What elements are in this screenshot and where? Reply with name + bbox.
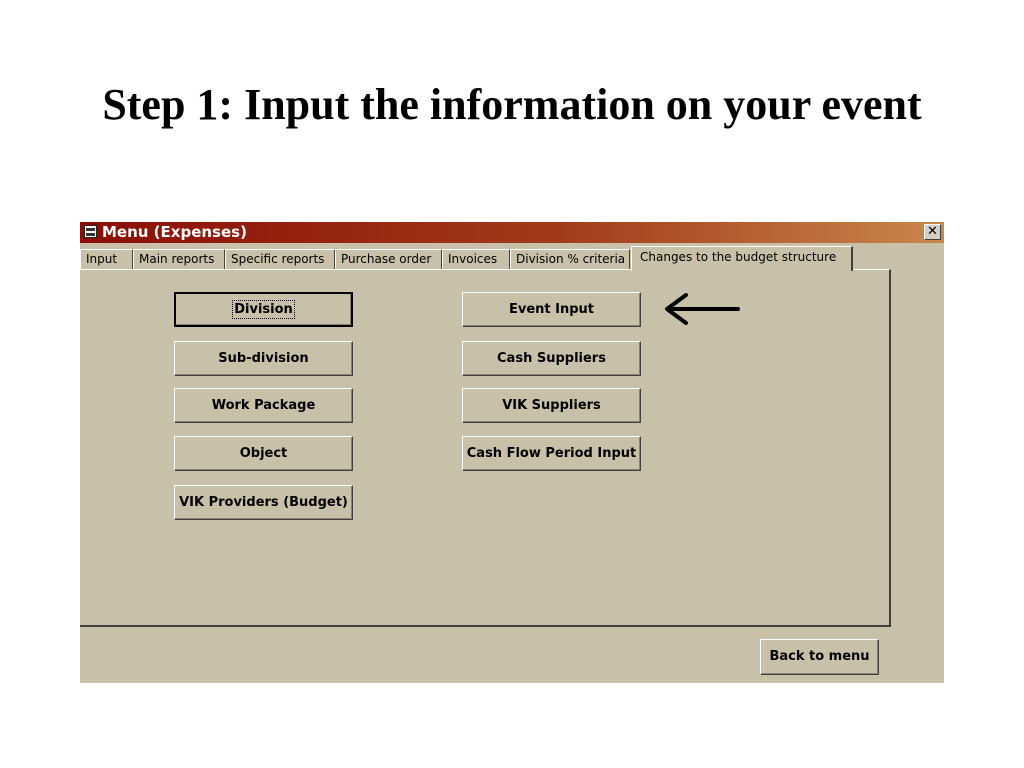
- window-titlebar: [80, 222, 944, 243]
- sub-division-button[interactable]: Sub-division: [174, 341, 353, 376]
- vik-suppliers-button[interactable]: VIK Suppliers: [462, 388, 641, 423]
- cash-suppliers-button[interactable]: Cash Suppliers: [462, 341, 641, 376]
- division-button[interactable]: Division: [174, 292, 353, 327]
- tab-main-reports[interactable]: Main reports: [133, 249, 225, 270]
- back-to-menu-button[interactable]: Back to menu: [760, 639, 879, 675]
- left-arrow-icon: [662, 293, 742, 327]
- tab-strip: [80, 246, 880, 270]
- vik-providers-budget-button[interactable]: VIK Providers (Budget): [174, 485, 353, 520]
- event-input-button[interactable]: Event Input: [462, 292, 641, 327]
- window-title: Menu (Expenses): [102, 223, 247, 241]
- tab-changes-to-budget-structure[interactable]: Changes to the budget structure: [631, 246, 853, 271]
- tab-input[interactable]: Input: [80, 249, 133, 270]
- tab-purchase-order[interactable]: Purchase order: [335, 249, 442, 270]
- tab-division-criteria[interactable]: Division % criteria: [510, 249, 630, 270]
- cash-flow-period-input-button[interactable]: Cash Flow Period Input: [462, 436, 641, 471]
- tab-specific-reports[interactable]: Specific reports: [225, 249, 335, 270]
- tab-invoices[interactable]: Invoices: [442, 249, 510, 270]
- object-button[interactable]: Object: [174, 436, 353, 471]
- close-icon[interactable]: ✕: [924, 224, 941, 240]
- menu-window: [80, 222, 944, 683]
- tab-panel: [80, 269, 891, 627]
- work-package-button[interactable]: Work Package: [174, 388, 353, 423]
- form-icon: [84, 225, 97, 238]
- slide-title: Step 1: Input the information on your event: [102, 80, 922, 129]
